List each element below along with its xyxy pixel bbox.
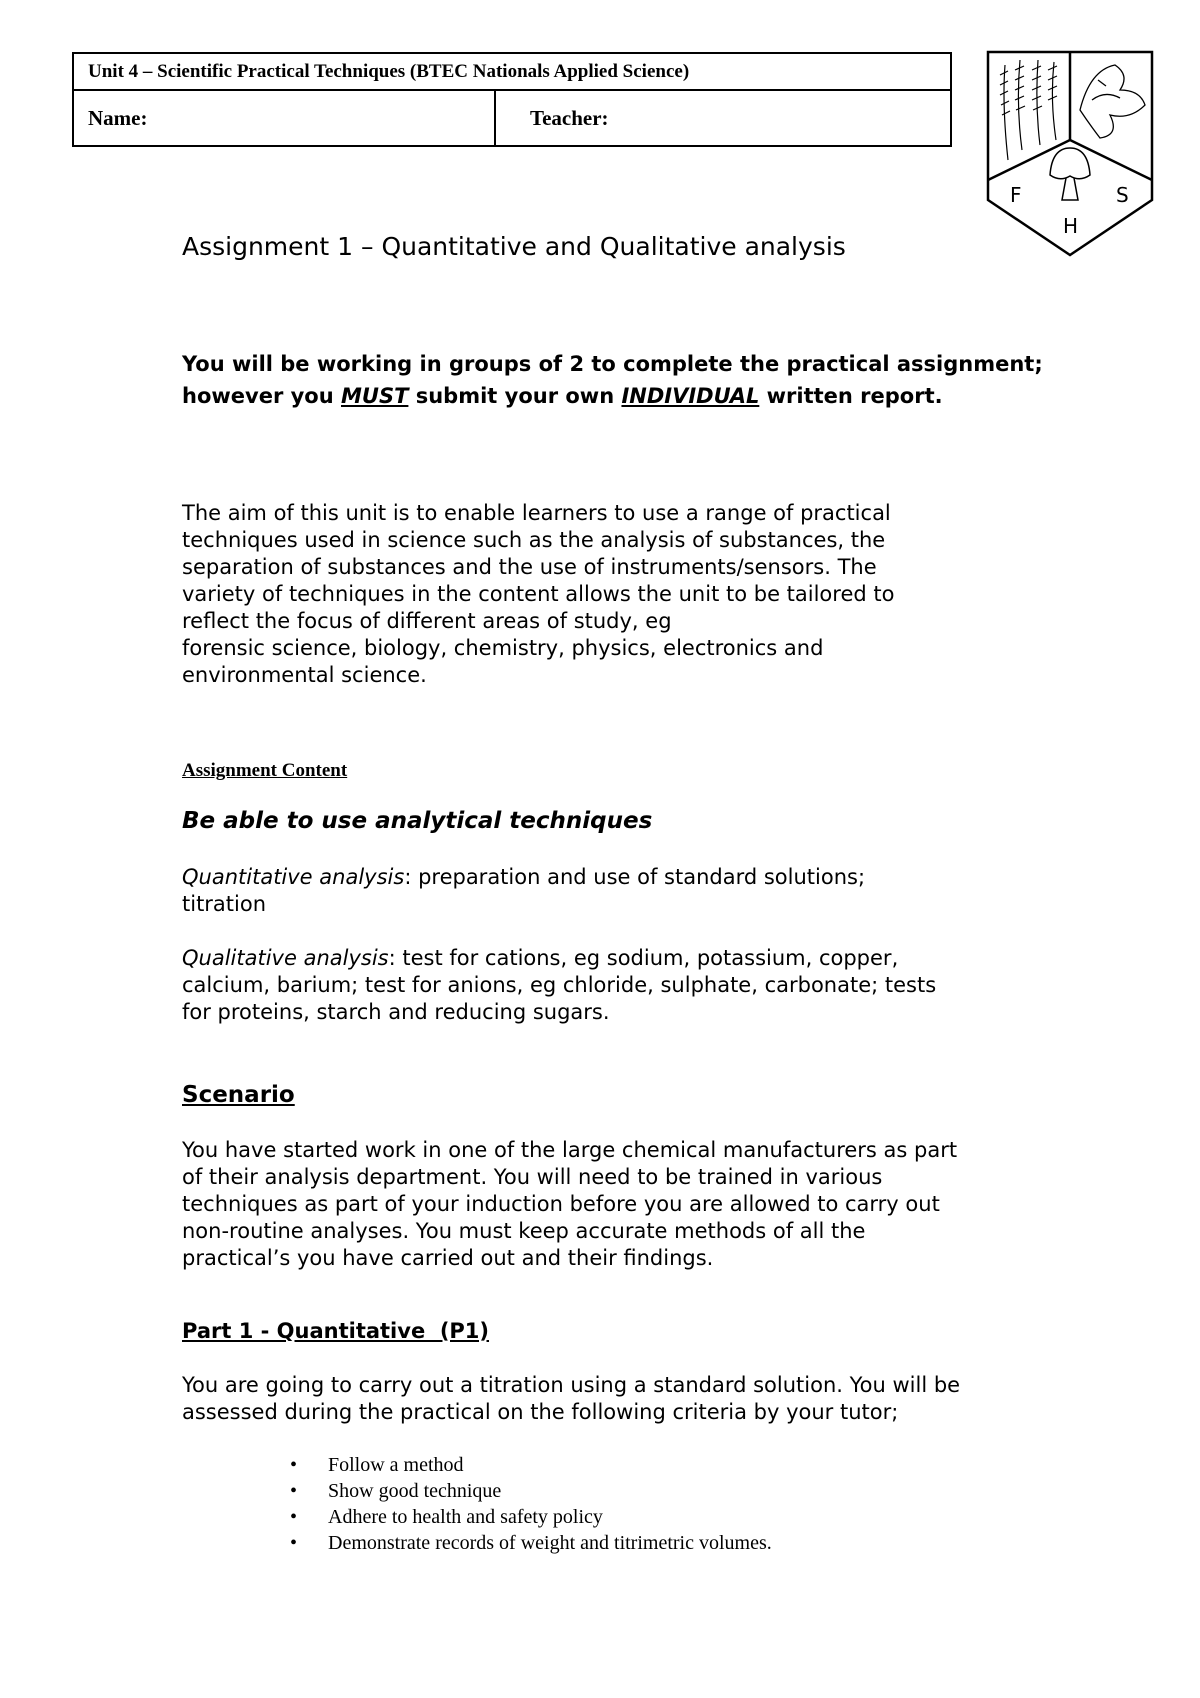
qualitative-label: Qualitative analysis (182, 946, 389, 970)
header-table (72, 52, 952, 147)
scenario-line: of their analysis department. You will need to be trained in various (182, 1165, 883, 1189)
crest-letter-s: S (1116, 183, 1129, 207)
unit-title: Unit 4 – Scientific Practical Techniques (BTEC Nationals Applied Science) (74, 54, 950, 91)
scenario-heading: Scenario (182, 1082, 295, 1108)
assignment-title: Assignment 1 – Quantitative and Qualitative analysis (182, 232, 846, 261)
part1-line: assessed during the practical on the following criteria by your tutor; (182, 1400, 899, 1424)
part1-line: You are going to carry out a titration using a standard solution. You will be (182, 1373, 961, 1397)
aim-line: forensic science, biology, chemistry, physics, electronics and (182, 636, 824, 660)
list-item: • Adhere to health and safety policy (290, 1504, 772, 1530)
aim-line: separation of substances and the use of instruments/sensors. The (182, 555, 877, 579)
groups-text: however you (182, 384, 341, 408)
school-crest-logo (980, 50, 1160, 260)
quantitative-line: titration (182, 892, 267, 916)
scenario-line: techniques as part of your induction before you are allowed to carry out (182, 1192, 940, 1216)
aim-line: The aim of this unit is to enable learners to use a range of practical (182, 501, 891, 525)
crest-letter-f: F (1010, 183, 1022, 207)
qualitative-text: : test for cations, eg sodium, potassium, copper, (388, 946, 899, 970)
teacher-label: Teacher: (530, 105, 609, 130)
scenario-line: practical’s you have carried out and their findings. (182, 1246, 714, 1270)
able-heading: Be able to use analytical techniques (182, 808, 653, 834)
quantitative-label: Quantitative analysis (182, 865, 405, 889)
criteria-list (290, 1452, 772, 1556)
qualitative-paragraph (182, 945, 1042, 1026)
individual-emphasis: INDIVIDUAL (621, 384, 760, 408)
aim-line: variety of techniques in the content allows the unit to be tailored to (182, 582, 895, 606)
must-emphasis: MUST (341, 384, 409, 408)
groups-line-2 (182, 380, 1082, 412)
qualitative-line: calcium, barium; test for anions, eg chloride, sulphate, carbonate; tests (182, 973, 937, 997)
list-item: • Show good technique (290, 1478, 772, 1504)
header-name-row (74, 91, 950, 145)
groups-text: submit your own (408, 384, 622, 408)
groups-text: written report. (759, 384, 943, 408)
qualitative-line (182, 945, 1042, 972)
groups-notice (182, 348, 1082, 412)
crest-letter-h: H (1063, 214, 1079, 238)
part1-heading: Part 1 - Quantitative (P1) (182, 1319, 490, 1343)
name-label: Name: (74, 91, 496, 145)
aim-paragraph (182, 500, 1042, 689)
quantitative-paragraph (182, 864, 1042, 918)
aim-line: environmental science. (182, 663, 427, 687)
quantitative-line (182, 864, 1042, 891)
scenario-line: You have started work in one of the large chemical manufacturers as part (182, 1138, 958, 1162)
aim-line: techniques used in science such as the analysis of substances, the (182, 528, 886, 552)
groups-line-1: You will be working in groups of 2 to complete the practical assignment; (182, 352, 1043, 376)
assignment-content-heading: Assignment Content (182, 760, 348, 781)
quantitative-text: : preparation and use of standard solutions; (404, 865, 866, 889)
scenario-paragraph (182, 1137, 1042, 1272)
aim-line: reflect the focus of different areas of study, eg (182, 609, 672, 633)
part1-paragraph (182, 1372, 1042, 1426)
list-item: • Demonstrate records of weight and titrimetric volumes. (290, 1530, 772, 1556)
qualitative-line: for proteins, starch and reducing sugars. (182, 1000, 610, 1024)
scenario-line: non-routine analyses. You must keep accurate methods of all the (182, 1219, 866, 1243)
list-item: • Follow a method (290, 1452, 772, 1478)
